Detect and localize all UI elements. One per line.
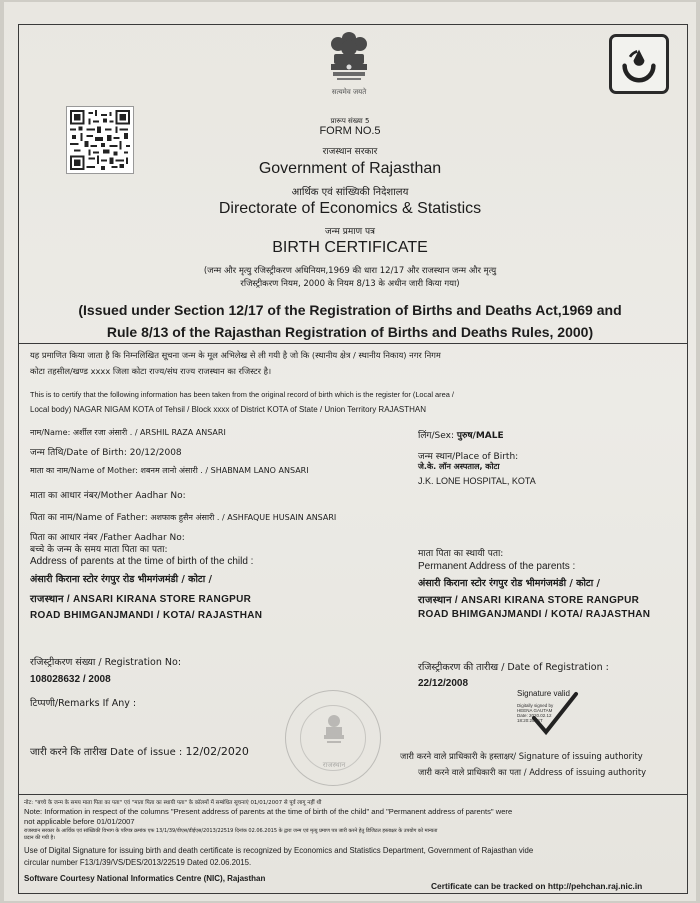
- directorate-hindi: आर्थिक एवं सांख्यिकी निदेशालय: [291, 187, 409, 198]
- tracking-url[interactable]: Certificate can be tracked on http://pehchan.raj.nic.in: [431, 881, 643, 891]
- registration-number-value: 108028632 / 2008: [30, 674, 111, 685]
- state-emblem-icon: [323, 28, 375, 100]
- signature-detail-3: Date: 2020.02.12: [517, 713, 552, 718]
- registration-date-label: रजिस्ट्रीकरण की तारीख / Date of Registration :: [418, 662, 609, 673]
- svg-text:सत्यमेव जयते: सत्यमेव जयते: [331, 88, 367, 96]
- pob-label: जन्म स्थान/Place of Birth:: [418, 452, 519, 462]
- software-courtesy: Software Courtesy National Informatics Centre (NIC), Rajasthan: [24, 874, 266, 883]
- pob-value-hindi: जे.के. लॉन अस्पताल, कोटा: [418, 462, 500, 471]
- birth-address-label: Address of parents at the time of birth of the child :: [30, 556, 254, 567]
- digital-signature-note-2: circular number F13/1/39/VS/DES/2013/22519 Dated 02.06.2015.: [24, 858, 252, 867]
- act-reference-1: (Issued under Section 12/17 of the Registration of Births and Deaths Act,1969 and: [78, 302, 622, 318]
- permanent-address-label: Permanent Address of the parents :: [418, 561, 576, 572]
- birth-address-line-3: ROAD BHIMGANJMANDI / KOTA/ RAJASTHAN: [30, 610, 263, 621]
- government-title: Government of Rajasthan: [258, 160, 442, 177]
- birth-address-hindi-label: बच्चे के जन्म के समय माता पिता का पता:: [30, 545, 168, 555]
- registration-date-value: 22/12/2008: [418, 678, 469, 689]
- digital-signature-note-hindi-1: राजस्थान सरकार के आर्थिक एवं सांख्यिकी विभाग के परिपत्र क्रमांक एफ 13/1/39/वीएस/डीईएस/2013/22519 दिनांक 02.06.2015 के द्वारा जन्म एवं मृत्यु प्रमाण पत्र जारी करने हेतु डिजिटल हस्ताक्षर के उपयोग को मान्यता: [24, 828, 438, 834]
- certify-text-1: This is to certify that the following information has been taken from the original record of birth which is the register for (Local area /: [30, 390, 454, 399]
- father-aadhar-label: पिता का आधार नंबर /Father Aadhar No:: [30, 533, 185, 543]
- footer-divider: [18, 794, 688, 795]
- sex-label: लिंग/Sex:: [418, 431, 454, 441]
- signature-detail-2: HEENA GAUTAM: [517, 708, 553, 713]
- government-hindi: राजस्थान सरकार: [322, 147, 378, 157]
- mother-aadhar-label: माता का आधार नंबर/Mother Aadhar No:: [30, 491, 186, 501]
- issuing-authority-address: जारी करने वाले प्राधिकारी का पता / Address of issuing authority: [418, 767, 647, 777]
- certificate-title: BIRTH CERTIFICATE: [272, 239, 428, 256]
- birth-address-line-1: अंसारी किराना स्टोर रंगपुर रोड भीमगंजमंडी / कोटा /: [30, 574, 212, 585]
- signature-check-icon: [520, 688, 592, 740]
- name-value: अर्शील रजा अंसारी . / ARSHIL RAZA ANSARI: [72, 428, 226, 437]
- remarks-label: टिप्पणी/Remarks If Any :: [30, 698, 137, 709]
- act-reference-2: Rule 8/13 of the Rajasthan Registration of Births and Deaths Rules, 2000): [106, 324, 594, 340]
- certify-text-hindi-2: कोटा तहसील/खण्ड xxxx जिला कोटा राज्य/संघ राज्य राजस्थान का रजिस्टर है।: [30, 366, 272, 376]
- note-text-1: Note: Information in respect of the columns "Present address of parents at the time of birth of the child" and "Permanent address of parents" were: [24, 807, 513, 816]
- form-number-hindi: प्रारूप संख्या 5: [330, 117, 370, 125]
- registration-number-label: रजिस्ट्रीकरण संख्या / Registration No:: [30, 657, 182, 668]
- permanent-address-line-3: ROAD BHIMGANJMANDI / KOTA/ RAJASTHAN: [418, 609, 651, 620]
- pehchan-logo-icon: [609, 34, 669, 94]
- mother-name-label: माता का नाम/Name of Mother:: [30, 466, 138, 475]
- act-reference-hindi-2: रजिस्ट्रीकरण नियम, 2000 के नियम 8/13 के अधीन जारी किया गया): [240, 279, 460, 289]
- permanent-address-line-2: राजस्थान / ANSARI KIRANA STORE RANGPUR: [418, 595, 640, 606]
- certify-text-2: Local body) NAGAR NIGAM KOTA of Tehsil / Block xxxx of District KOTA of State / Union Territory RAJASTHAN: [30, 405, 426, 414]
- signature-detail-1: Digitally signed by: [517, 703, 554, 708]
- seal-text: राजस्थान: [322, 761, 346, 769]
- birth-address-line-2: राजस्थान / ANSARI KIRANA STORE RANGPUR: [30, 594, 252, 605]
- pob-value: J.K. LONE HOSPITAL, KOTA: [418, 476, 536, 486]
- certify-text-hindi-1: यह प्रमाणित किया जाता है कि निम्नलिखित सूचना जन्म के मूल अभिलेख से ली गयी है जो कि (स्थानीय क्षेत्र / स्थानीय निकाय) नगर निगम: [30, 350, 441, 360]
- father-name-label: पिता का नाम/Name of Father:: [30, 513, 148, 523]
- sex-value: पुरुष/MALE: [456, 431, 504, 441]
- digital-signature-note-1: Use of Digital Signature for issuing birth and death certificate is recognized by Economics and Statistics Department, Government of Rajasthan vide: [24, 846, 534, 855]
- certificate-title-hindi: जन्म प्रमाण पत्र: [324, 227, 376, 237]
- name-label: नाम/Name:: [30, 428, 71, 437]
- header-divider: [18, 343, 688, 344]
- form-number: FORM NO.5: [319, 125, 381, 137]
- permanent-address-line-1: अंसारी किराना स्टोर रंगपुर रोड भीमगंजमंडी / कोटा /: [418, 578, 600, 589]
- mother-name-value: शबनम लानो अंसारी . / SHABNAM LANO ANSARI: [140, 466, 309, 475]
- dob-label: जन्म तिथि/Date of Birth:: [30, 448, 127, 458]
- dob-value: 20/12/2008: [129, 448, 182, 458]
- signature-valid-label: Signature valid: [517, 689, 570, 698]
- issue-date-label: जारी करने कि तारीख Date of issue :: [30, 747, 183, 758]
- issuing-authority-signature: जारी करने वाले प्राधिकारी के हस्ताक्षर/ Signature of issuing authority: [400, 751, 643, 761]
- note-text-2: not applicable before 01/01/2007: [24, 817, 135, 826]
- directorate-title: Directorate of Economics & Statistics: [218, 200, 482, 217]
- note-hindi: नोट: "बच्चे के जन्म के समय माता पिता का पता" एवं "माता पिता का स्थायी पता" के कॉलमों में सम्बंधित सूचनाएं 01/01/2007 से पूर्व लागू नहीं थी: [24, 800, 322, 806]
- act-reference-hindi-1: (जन्म और मृत्यु रजिस्ट्रीकरण अधिनियम,1969 की धारा 12/17 और राजस्थान जन्म और मृत्यु: [203, 266, 497, 276]
- signature-detail-4: 18:20:25 IST: [517, 718, 543, 723]
- issue-date-value: 12/02/2020: [185, 745, 249, 758]
- permanent-address-hindi-label: माता पिता का स्थायी पता:: [418, 549, 504, 559]
- father-name-value: अशफाक हुसैन अंसारी . / ASHFAQUE HUSAIN ANSARI: [150, 513, 337, 522]
- digital-signature-note-hindi-2: प्रदान की गयी है।: [24, 835, 56, 841]
- official-seal: [285, 690, 381, 786]
